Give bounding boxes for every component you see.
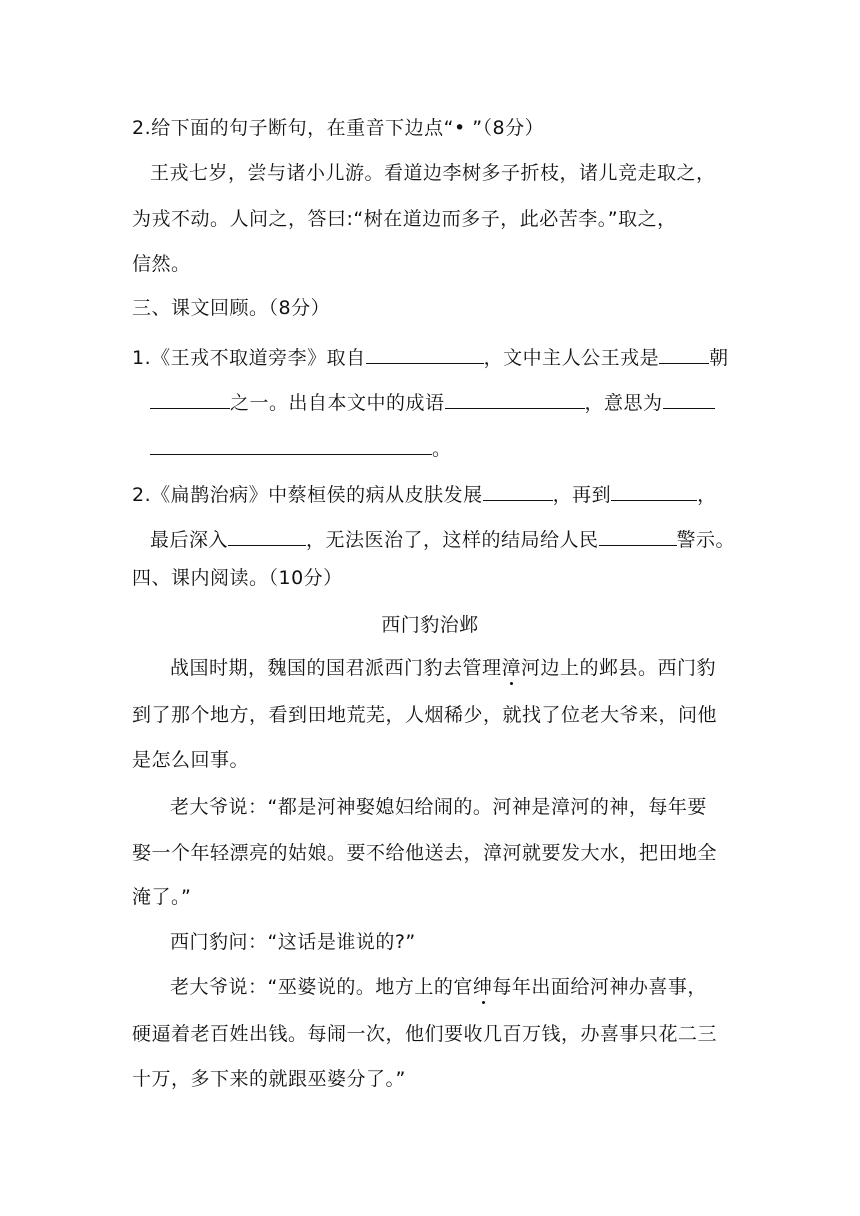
reading-p2-line-2: 娶一个年轻漂亮的姑娘。要不给他送去，漳河就要发大水，把田地全 bbox=[132, 842, 718, 864]
reading-p2-line-3: 淹了。” bbox=[132, 886, 192, 908]
reading-p4-line-1 bbox=[170, 974, 707, 1000]
s3-q2-text-d: 最后深入 bbox=[150, 529, 229, 551]
s3-q1-line-3 bbox=[150, 432, 452, 462]
s3-q2-line-1 bbox=[132, 478, 717, 508]
s3-q1-text-c: 朝 bbox=[709, 347, 729, 369]
reading-title: 西门豹治邺 bbox=[381, 614, 479, 636]
section-4-heading: 四、课内阅读。（10分） bbox=[132, 567, 343, 589]
reading-p4-line-2: 硬逼着老百姓出钱。每闹一次，他们要收几百万钱，办喜事只花二三 bbox=[132, 1023, 718, 1045]
emphasis-dot-char: 绅 bbox=[472, 976, 493, 998]
reading-p1-text-b: 河边上的邺县。西门豹 bbox=[521, 657, 717, 679]
s3-q1-text-d: 之一。出自本文中的成语 bbox=[230, 392, 445, 414]
s3-q1-text-f: 。 bbox=[432, 438, 452, 460]
s3-q1-line-2 bbox=[150, 386, 715, 416]
s3-q1-line-1 bbox=[132, 341, 729, 371]
s3-q1-text-b: ，文中主人公王戎是 bbox=[483, 347, 660, 369]
reading-p4-text-b: 每年出面给河神办喜事， bbox=[492, 976, 707, 998]
answer-blank[interactable] bbox=[150, 386, 230, 409]
passage-line-1: 王戎七岁，尝与诸小儿游。看道边李树多子折枝，诸儿竞走取之， bbox=[150, 162, 716, 184]
reading-p3-line-1: 西门豹问：“这话是谁说的?” bbox=[170, 931, 416, 953]
answer-blank[interactable] bbox=[611, 478, 697, 501]
question-2-heading: 2.给下面的句子断句，在重音下边点“• ”（8分） bbox=[132, 117, 545, 139]
s3-q2-text-e: ，无法医治了，这样的结局给人民 bbox=[306, 529, 599, 551]
reading-p1-text-a: 战国时期，魏国的国君派西门豹去管理 bbox=[170, 657, 502, 679]
s3-q1-text-a: 1.《王戎不取道旁李》取自 bbox=[132, 347, 366, 369]
answer-blank[interactable] bbox=[599, 523, 677, 546]
s3-q2-text-a: 2.《扁鹊治病》中蔡桓侯的病从皮肤发展 bbox=[132, 484, 483, 506]
emphasis-dot-char: 漳 bbox=[501, 657, 522, 679]
answer-blank[interactable] bbox=[150, 432, 432, 455]
answer-blank[interactable] bbox=[366, 341, 484, 364]
section-3-heading: 三、课文回顾。（8分） bbox=[132, 297, 331, 319]
s3-q1-text-e: ，意思为 bbox=[584, 392, 663, 414]
reading-p2-line-1: 老大爷说：“都是河神娶媳妇给闹的。河神是漳河的神，每年要 bbox=[170, 796, 707, 818]
answer-blank[interactable] bbox=[228, 523, 306, 546]
answer-blank[interactable] bbox=[659, 341, 709, 364]
reading-p1-line-2: 到了那个地方，看到田地荒芜，人烟稀少，就找了位老大爷来，问他 bbox=[132, 704, 718, 726]
s3-q2-text-b: ，再到 bbox=[552, 484, 612, 506]
s3-q2-line-2 bbox=[150, 523, 735, 553]
answer-blank[interactable] bbox=[445, 386, 585, 409]
reading-p4-line-3: 十万，多下来的就跟巫婆分了。” bbox=[132, 1068, 406, 1090]
reading-p4-text-a: 老大爷说：“巫婆说的。地方上的官 bbox=[170, 976, 473, 998]
reading-p1-line-1 bbox=[170, 655, 716, 681]
answer-blank[interactable] bbox=[483, 478, 553, 501]
passage-line-2: 为戎不动。人问之，答曰:“树在道边而多子，此必苦李。”取之， bbox=[132, 208, 677, 230]
s3-q2-text-f: 警示。 bbox=[676, 529, 736, 551]
reading-p1-line-3: 是怎么回事。 bbox=[132, 749, 250, 771]
answer-blank[interactable] bbox=[663, 386, 715, 409]
passage-line-3: 信然。 bbox=[132, 253, 191, 275]
s3-q2-text-c: ， bbox=[697, 484, 717, 506]
